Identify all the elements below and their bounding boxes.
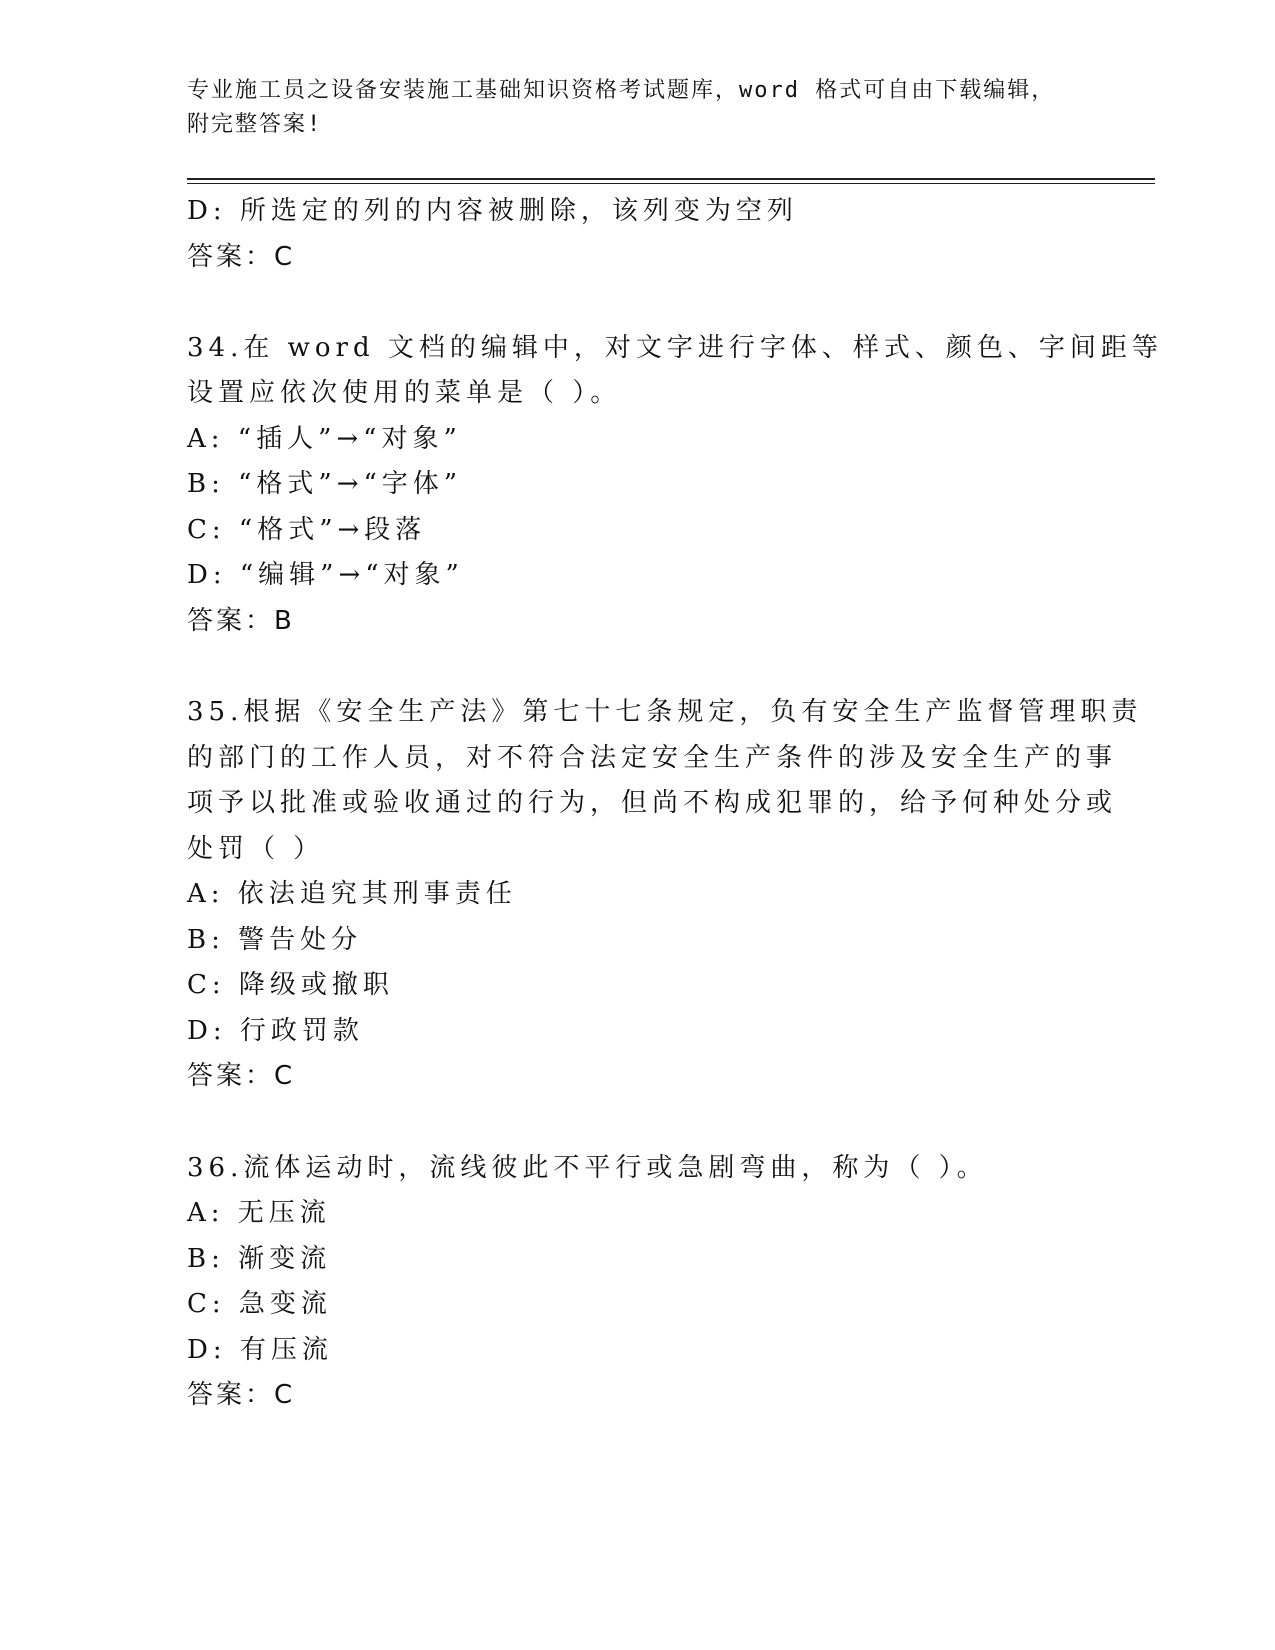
spacer (187, 1100, 1127, 1146)
question-34 (187, 326, 1163, 645)
answer: 答案：C (187, 1380, 296, 1410)
document-header (187, 74, 1107, 142)
document-body (187, 189, 1163, 1419)
question-stem: 34.在 word 文档的编辑中，对文字进行字体、样式、颜色、字间距等 (187, 332, 1163, 363)
answer: 答案：C (187, 241, 296, 272)
option-a: A: “插人”→“对象” (187, 423, 462, 454)
option-b: B: “格式”→“字体” (187, 469, 463, 499)
option-b: B: 渐变流 (187, 1243, 332, 1274)
option-b: B: 警告处分 (187, 924, 363, 955)
option-c: C: 降级或撤职 (187, 970, 394, 1000)
question-36 (187, 1146, 1127, 1419)
option-d: D: 所选定的列的内容被删除，该列变为空列 (187, 196, 798, 226)
header-divider-thick (187, 178, 1155, 180)
answer: 答案：C (187, 1061, 296, 1091)
header-line-2: 附完整答案! (187, 112, 323, 137)
option-a: A: 无压流 (187, 1198, 331, 1228)
option-d: D: “编辑”→“对象” (187, 560, 464, 590)
question-stem: 项予以批准或验收通过的行为，但尚不构成犯罪的，给予何种处分或 (187, 788, 1118, 818)
question-35 (187, 690, 1143, 1100)
option-c: C: “格式”→段落 (187, 514, 427, 545)
option-d: D: 有压流 (187, 1334, 333, 1365)
question-stem: 设置应依次使用的菜单是（ ）。 (187, 378, 622, 408)
question-stem: 的部门的工作人员，对不符合法定安全生产条件的涉及安全生产的事 (187, 742, 1118, 773)
question-stem: 36.流体运动时，流线彼此不平行或急剧弯曲，称为（ ）。 (187, 1152, 988, 1183)
spacer (187, 280, 1127, 326)
option-c: C: 急变流 (187, 1289, 332, 1319)
header-line-1: 专业施工员之设备安装施工基础知识资格考试题库，word 格式可自由下载编辑， (187, 78, 1056, 103)
header-divider-thin (187, 183, 1155, 184)
question-stem: 35.根据《安全生产法》第七十七条规定，负有安全生产监督管理职责 (187, 697, 1143, 727)
spacer (187, 644, 1127, 690)
option-d: D: 行政罚款 (187, 1015, 364, 1046)
question-stem: 处罚（ ） (187, 833, 325, 864)
answer: 答案：B (187, 605, 295, 636)
option-a: A: 依法追究其刑事责任 (187, 879, 517, 909)
